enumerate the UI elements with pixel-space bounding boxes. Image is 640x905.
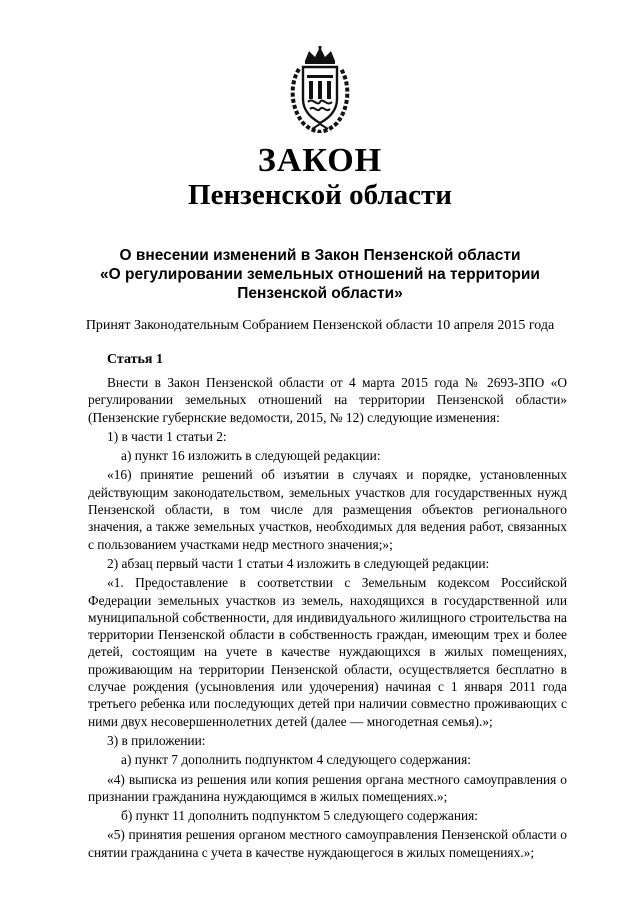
item-1: 1) в части 1 статьи 2: [107, 428, 227, 444]
document-title: ЗАКОН [257, 142, 383, 179]
document-region: Пензенской области [188, 179, 452, 211]
subitem-1a: а) пункт 16 изложить в следующей редакции: [121, 448, 381, 464]
subitem-3a: а) пункт 7 дополнить подпунктом 4 следующего содержания: [121, 752, 471, 768]
subtitle-line: Пензенской области» [237, 285, 403, 302]
quoted-paragraph-16: «16) принятие решений об изъятии в случаях и порядке, установленных действующим законодательством, земельных участков для государственных нужд Пензенской области, в том числе для размещения объектов регионального значения, а также земельных участков, необходимых для ведения работ, связанных с пользованием участками недр местного значения;»; [88, 467, 567, 552]
adoption-note: Принят Законодательным Собранием Пензенской области 10 апреля 2015 года [85, 318, 555, 333]
quoted-paragraph-1: «1. Предоставление в соответствии с Земельным кодексом Российской Федерации земельных участков из земель, находящихся в государственной или муниципальной собственности, для индивидуального жилищного строительства на территории Пензенской области в собственность граждан, имеющим трех и более детей, состоящим на учете в качестве нуждающихся в жилых помещениях, проживающим на территории Пензенской области, осуществляется бесплатно в случае рождения (усыновления или удочерения) начиная с 1 января 2011 года третьего ребенка или последующих детей при наличии совместно проживающих с ними двух несовершеннолетних детей (далее — многодетная семья).»; [88, 575, 567, 729]
subtitle-line: О внесении изменений в Закон Пензенской области [119, 247, 521, 264]
quoted-paragraph-4: «4) выписка из решения или копия решения органа местного самоуправления о признании гражданина нуждающимся в жилых помещениях.»; [88, 771, 567, 804]
quoted-paragraph-5: «5) принятия решения органом местного самоуправления Пензенской области о снятии гражданина с учета в качестве нуждающегося в жилых помещениях.»; [88, 827, 567, 860]
item-2: 2) абзац первый части 1 статьи 4 изложить в следующей редакции: [107, 555, 490, 571]
article-body [88, 374, 567, 863]
item-3: 3) в приложении: [107, 732, 206, 748]
article-heading: Статья 1 [107, 352, 163, 367]
document-subtitle [60, 246, 580, 303]
intro-paragraph: Внести в Закон Пензенской области от 4 марта 2015 года № 2693-ЗПО «О регулировании земельных отношений на территории Пензенской области» (Пензенские губернские ведомости, 2015, № 12) следующие изменения: [88, 375, 567, 425]
coat-of-arms-icon [287, 45, 353, 133]
subitem-3b: б) пункт 11 дополнить подпунктом 5 следующего содержания: [121, 808, 479, 824]
subtitle-line: «О регулировании земельных отношений на территории [100, 266, 540, 283]
